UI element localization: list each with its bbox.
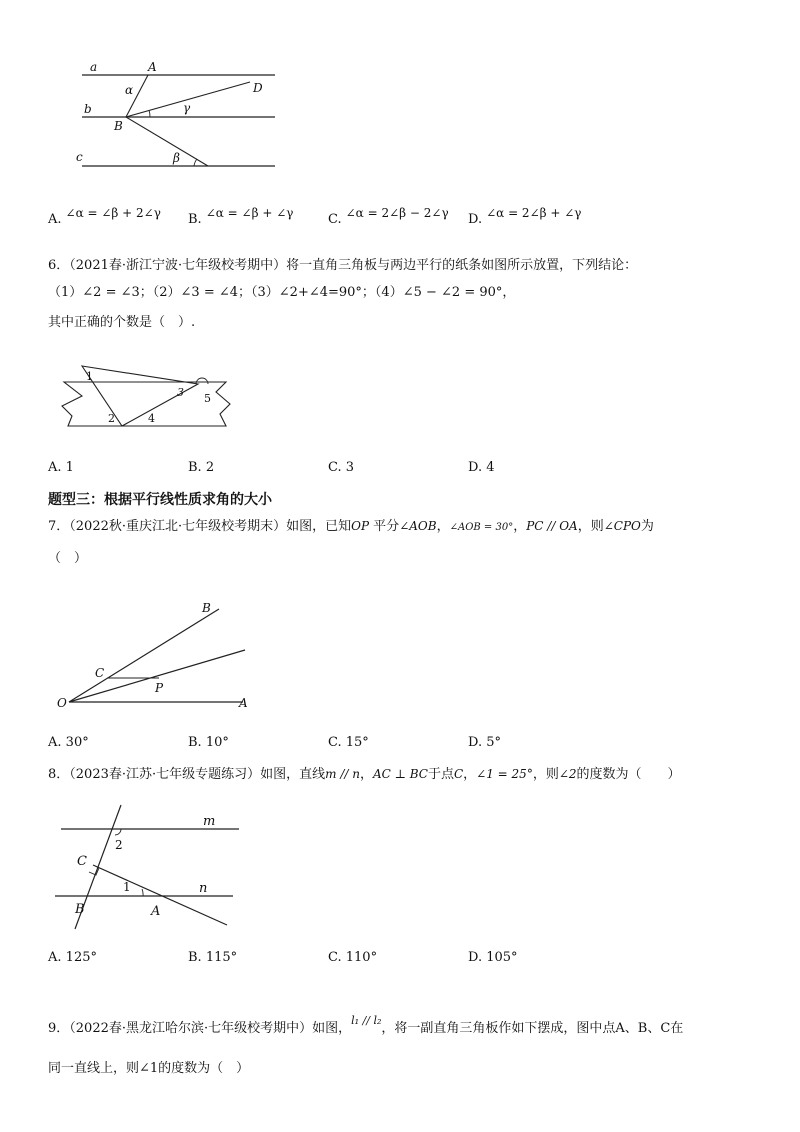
label-a: A: [239, 696, 248, 710]
arc-angle-1: [142, 889, 143, 896]
q8-stem-pre: 8．（2023春·江苏·七年级专题练习）如图，直线: [48, 767, 326, 782]
q8-math-angle1: ∠1 = 25°: [476, 767, 533, 781]
option-letter: A.: [48, 950, 62, 965]
label-p: P: [155, 681, 164, 695]
q7-math-pc-oa: PC // OA: [526, 519, 578, 533]
q6-conclusions: （1）∠2 = ∠3；（2）∠3 = ∠4；（3）∠2+∠4=90°；（4）∠5 − ∠2 = 90°，: [48, 285, 516, 300]
label-5: 5: [204, 392, 211, 405]
q9-line2: 同一直线上，则∠1的度数为（ ）: [48, 1061, 250, 1076]
q8-math-angle2: ∠2: [558, 767, 577, 781]
label-beta: β: [173, 151, 180, 165]
q7-math-op: OP: [351, 519, 370, 533]
label-c: C: [95, 666, 105, 680]
q9-stem-post: ，将一副直角三角板作如下摆成，图中点A、B、C在: [381, 1021, 684, 1036]
q8-option-d[interactable]: [468, 950, 518, 965]
label-m: m: [203, 814, 216, 829]
option-letter: C.: [328, 212, 342, 227]
option-letter: A.: [48, 212, 62, 227]
option-value: 110°: [345, 950, 378, 965]
option-value: 105°: [486, 950, 518, 965]
option-letter: A.: [48, 460, 62, 475]
option-letter: B.: [188, 950, 202, 965]
q7-stem-is: 为: [640, 519, 654, 534]
q7-math-aob30: ∠AOB = 30°: [449, 522, 514, 533]
q6-stem: 6．（2021春·浙江宁波·七年级校考期中）将一直角三角板与两边平行的纸条如图所示放置，下列结论：: [48, 258, 638, 273]
q9-math-l1l2: l₁ // l₂: [351, 1014, 382, 1027]
option-letter: D.: [468, 735, 483, 750]
option-value: 115°: [205, 950, 238, 965]
option-value: 4: [486, 460, 495, 475]
q8-option-c[interactable]: [328, 950, 377, 965]
label-n: n: [199, 881, 208, 896]
option-value: 15°: [345, 735, 369, 750]
label-a: A: [151, 904, 161, 919]
q9-stem-pre: 9．（2022春·黑龙江哈尔滨·七年级校考期中）如图，: [48, 1021, 352, 1036]
option-letter: D.: [468, 460, 483, 475]
label-1: 1: [86, 370, 93, 383]
option-letter: B.: [188, 735, 202, 750]
q6-option-b[interactable]: [188, 460, 214, 475]
arc-beta: [194, 159, 197, 166]
label-2: 2: [115, 838, 123, 852]
q7-math-cpo: ∠CPO: [603, 519, 641, 533]
option-expr: ∠α = 2∠β + ∠γ: [486, 206, 582, 220]
option-letter: B.: [188, 212, 202, 227]
q5-option-d[interactable]: [468, 206, 582, 227]
q5-option-a[interactable]: [48, 206, 161, 227]
q6-option-a[interactable]: [48, 460, 74, 475]
label-a: a: [90, 60, 98, 74]
q8-math-c: C: [453, 767, 464, 781]
q7-stem: 7．（2022秋·重庆江北·七年级校考期末）如图，已知OP 平分∠AOB，∠AOB = 30°，PC // OA，则∠CPO为: [48, 519, 654, 534]
arc-angle-2: [115, 829, 121, 835]
label-point-d: D: [253, 81, 263, 95]
q8-stem: 8．（2023春·江苏·七年级专题练习）如图，直线m // n，AC ⊥ BC于点C，∠1 = 25°，则∠2的度数为（ ）: [48, 767, 681, 782]
label-1: 1: [123, 880, 131, 894]
option-expr: ∠α = 2∠β − 2∠γ: [345, 206, 449, 220]
option-letter: C.: [328, 460, 342, 475]
option-value: 5°: [486, 735, 502, 750]
q7-paren: （ ）: [48, 551, 88, 566]
label-b: b: [84, 102, 92, 116]
option-letter: A.: [48, 735, 62, 750]
ray-ob: [69, 609, 219, 702]
option-letter: C.: [328, 950, 342, 965]
label-o: O: [57, 696, 67, 710]
section-heading: 题型三：根据平行线性质求角的大小: [48, 492, 272, 508]
q6-figure: [58, 352, 238, 434]
q8-math-mn: m // n: [325, 767, 360, 781]
option-value: 2: [205, 460, 215, 475]
label-alpha: α: [125, 83, 134, 97]
label-3: 3: [177, 386, 184, 399]
q7-option-d[interactable]: [468, 735, 501, 750]
q8-option-b[interactable]: [188, 950, 237, 965]
label-c: C: [77, 854, 87, 869]
label-4: 4: [148, 412, 155, 425]
q7-stem-pre: 7．（2022秋·重庆江北·七年级校考期末）如图，已知: [48, 519, 352, 534]
option-value: 3: [345, 460, 355, 475]
option-expr: ∠α = ∠β + 2∠γ: [65, 206, 161, 220]
q8-stem-at: 于点: [427, 767, 454, 782]
q6-option-d[interactable]: [468, 460, 495, 475]
arc-gamma: [149, 110, 150, 117]
label-2: 2: [108, 412, 115, 425]
q8-figure: [55, 805, 245, 935]
q8-math-acbc: AC ⊥ BC: [372, 767, 428, 781]
q7-option-a[interactable]: [48, 735, 89, 750]
label-point-b: B: [114, 119, 123, 133]
q5-option-b[interactable]: [188, 206, 294, 227]
q7-math-aob: ∠AOB: [399, 519, 437, 533]
q6-option-c[interactable]: [328, 460, 354, 475]
q6-ask: 其中正确的个数是（ ）.: [48, 315, 196, 330]
label-gamma: γ: [183, 101, 191, 115]
option-value: 125°: [65, 950, 97, 965]
option-letter: D.: [468, 950, 483, 965]
label-b: B: [202, 601, 211, 615]
segment-b-c: [126, 117, 208, 166]
q7-figure: [55, 597, 260, 712]
q5-option-c[interactable]: [328, 206, 449, 227]
q9-stem: [48, 1014, 684, 1038]
option-value: 1: [65, 460, 74, 475]
q8-stem-then: ，则: [532, 767, 559, 782]
option-value: 30°: [65, 735, 89, 750]
right-angle-arc: [196, 378, 208, 384]
q5-figure: [70, 58, 290, 178]
option-letter: C.: [328, 735, 342, 750]
q7-option-b[interactable]: [188, 735, 229, 750]
q7-option-c[interactable]: [328, 735, 369, 750]
q7-stem-bisect: 平分: [369, 519, 400, 534]
q8-stem-deg: 的度数为（ ）: [576, 767, 681, 782]
label-point-a: A: [148, 60, 157, 74]
label-b: B: [75, 902, 85, 917]
label-c: c: [76, 150, 83, 164]
q8-option-a[interactable]: [48, 950, 97, 965]
option-letter: D.: [468, 212, 483, 227]
option-letter: B.: [188, 460, 202, 475]
q7-stem-then: ，则: [577, 519, 604, 534]
option-expr: ∠α = ∠β + ∠γ: [205, 206, 294, 220]
option-value: 10°: [205, 735, 229, 750]
